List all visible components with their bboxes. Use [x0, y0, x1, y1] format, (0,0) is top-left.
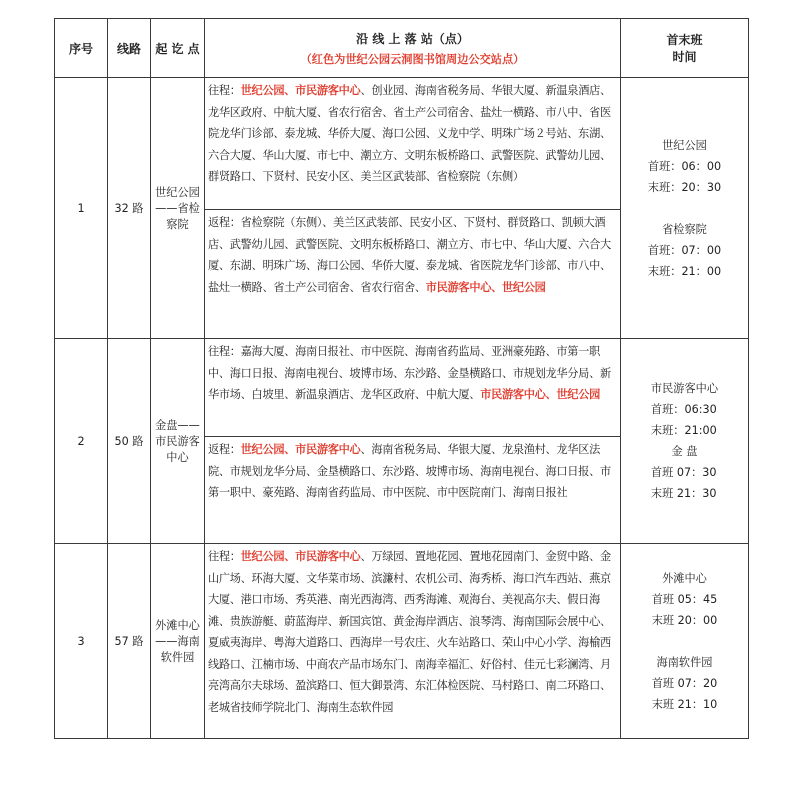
highlight-stops: 市民游客中心、世纪公园 — [425, 280, 546, 294]
header-endpoints: 起 讫 点 — [151, 19, 205, 78]
highlight-stops: 市民游客中心、世纪公园 — [480, 388, 600, 401]
terminal-a-first: 首班：06:30 — [650, 403, 717, 416]
route-row-32-outbound — [55, 78, 749, 210]
terminal-a-name: 市民游客中心 — [650, 382, 719, 395]
stop-list: 、万绿园、置地花园、置地花园南门、金贸中路、金山广场、环海大厦、文华菜市场、滨濂村、农机公司、海秀桥、海口汽车西站、燕京大厦、港口市场、秀英港、南光西海湾、西秀海滩、观海台、美视高尔夫、假日海滩、贵族游艇、蔚蓝海岸、新国宾馆、黄金海岸酒店、浪琴湾、海南国际会展中心、夏威夷海岸、粤海大道路口、西海岸一号农庄、火车站路口、荣山中心小学、海榆西线路口、江楠市场、中商农产品市场东门、南海幸福汇、好俗村、佳元七彩澜湾、月亮湾高尔夫球场、盈滨路口、恒大御景湾、东汇体检医院、马村路口、南二环路口、老城省技师学院北门、海南生态软件园 — [208, 550, 611, 714]
row-number: 1 — [55, 78, 108, 339]
route-number: 57 路 — [108, 544, 151, 739]
header-row — [55, 19, 749, 78]
header-stops — [205, 19, 621, 78]
terminal-b-first: 首班 07：20 — [651, 676, 718, 690]
stops-note: （红色为世纪公园云洞图书馆周边公交站点） — [300, 52, 525, 66]
return-label: 返程： — [208, 443, 241, 456]
schedule-cell — [621, 339, 749, 544]
terminal-a-last: 末班：20：30 — [647, 180, 722, 194]
schedule-cell — [621, 78, 749, 339]
schedule-title-1: 首末班 — [666, 33, 703, 47]
stop-list: 省检察院（东侧）、美兰区武装部、民安小区、下贤村、群贤路口、凯顿大酒店、武警幼儿园、武警医院、文明东板桥路口、潮立方、市七中、华山大厦、六合大厦、东湖、明珠广场、海口公园、华侨大厦、泰龙城、省医院龙华门诊部、市八中、盐灶一横路、省土产公司宿舍、省农行宿舍、 — [208, 216, 611, 294]
terminal-a-last: 末班 20：00 — [651, 613, 718, 627]
outbound-stops — [205, 339, 621, 437]
terminal-a-first: 首班 05：45 — [651, 592, 718, 606]
stop-list: 嘉海大厦、海南日报社、市中医院、海南省药监局、亚洲豪苑路、市第一职中、海口日报、海南电视台、坡博市场、东沙路、金垦横路口、市规划龙华分局、新华市场、白坡里、新温泉酒店、龙华区政府、中航大厦、 — [208, 345, 611, 401]
outbound-stops — [205, 544, 621, 739]
outbound-stops — [205, 78, 621, 210]
bus-route-table — [54, 18, 749, 739]
terminal-a-name: 外滩中心 — [662, 571, 707, 585]
outbound-label: 往程： — [208, 84, 241, 97]
stop-list: 、海南省税务局、华银大厦、龙泉渔村、龙华区法院、市规划龙华分局、金垦横路口、东沙路、坡博市场、海南电视台、海口日报、市第一职中、豪苑路、海南省药监局、市中医院、市中医院南门、海南日报社 — [208, 443, 611, 499]
route-number: 50 路 — [108, 339, 151, 544]
stop-list: 、创业园、海南省税务局、华银大厦、新温泉酒店、龙华区政府、中航大厦、省农行宿舍、省土产公司宿舍、盐灶一横路、市八中、省医院龙华门诊部、泰龙城、华侨大厦、海口公园、义龙中学、明珠广场２号站、东湖、六合大厦、华山大厦、市七中、潮立方、文明东板桥路口、武警医院、武警幼儿园、群贤路口、下贤村、民安小区、美兰区武装部、省检察院（东侧） — [208, 84, 611, 183]
row-number: 3 — [55, 544, 108, 739]
route-row-57 — [55, 544, 749, 739]
terminal-b-first: 首班 07：30 — [650, 466, 717, 479]
route-endpoints: 外滩中心——海南软件园 — [151, 544, 205, 739]
header-no: 序号 — [55, 19, 108, 78]
outbound-label: 往程： — [208, 345, 241, 358]
highlight-stops: 世纪公园、市民游客中心 — [240, 443, 361, 456]
highlight-stops: 世纪公园、市民游客中心 — [240, 550, 361, 563]
terminal-a-last: 末班：21:00 — [650, 424, 717, 437]
terminal-b-first: 首班：07：00 — [647, 243, 722, 257]
return-stops — [205, 210, 621, 339]
route-number: 32 路 — [108, 78, 151, 339]
outbound-label: 往程： — [208, 550, 241, 563]
header-schedule — [621, 19, 749, 78]
schedule-title-2: 时间 — [672, 50, 697, 64]
route-row-50-outbound — [55, 339, 749, 437]
terminal-b-last: 末班 21：30 — [650, 487, 717, 500]
route-endpoints: 世纪公园——省检察院 — [151, 78, 205, 339]
terminal-b-last: 末班：21：00 — [647, 264, 722, 278]
header-line: 线路 — [108, 19, 151, 78]
schedule-cell — [621, 544, 749, 739]
stops-title: 沿 线 上 落 站（点） — [356, 31, 469, 46]
return-label: 返程： — [208, 216, 241, 229]
terminal-b-name: 金 盘 — [671, 445, 698, 458]
route-endpoints: 金盘——市民游客中心 — [151, 339, 205, 544]
terminal-b-last: 末班 21：10 — [651, 697, 718, 711]
terminal-a-first: 首班：06：00 — [647, 159, 722, 173]
terminal-a-name: 世纪公园 — [662, 138, 707, 152]
row-number: 2 — [55, 339, 108, 544]
terminal-b-name: 海南软件园 — [656, 655, 713, 669]
return-stops — [205, 437, 621, 544]
highlight-stops: 世纪公园、市民游客中心 — [240, 84, 361, 97]
terminal-b-name: 省检察院 — [662, 222, 707, 236]
